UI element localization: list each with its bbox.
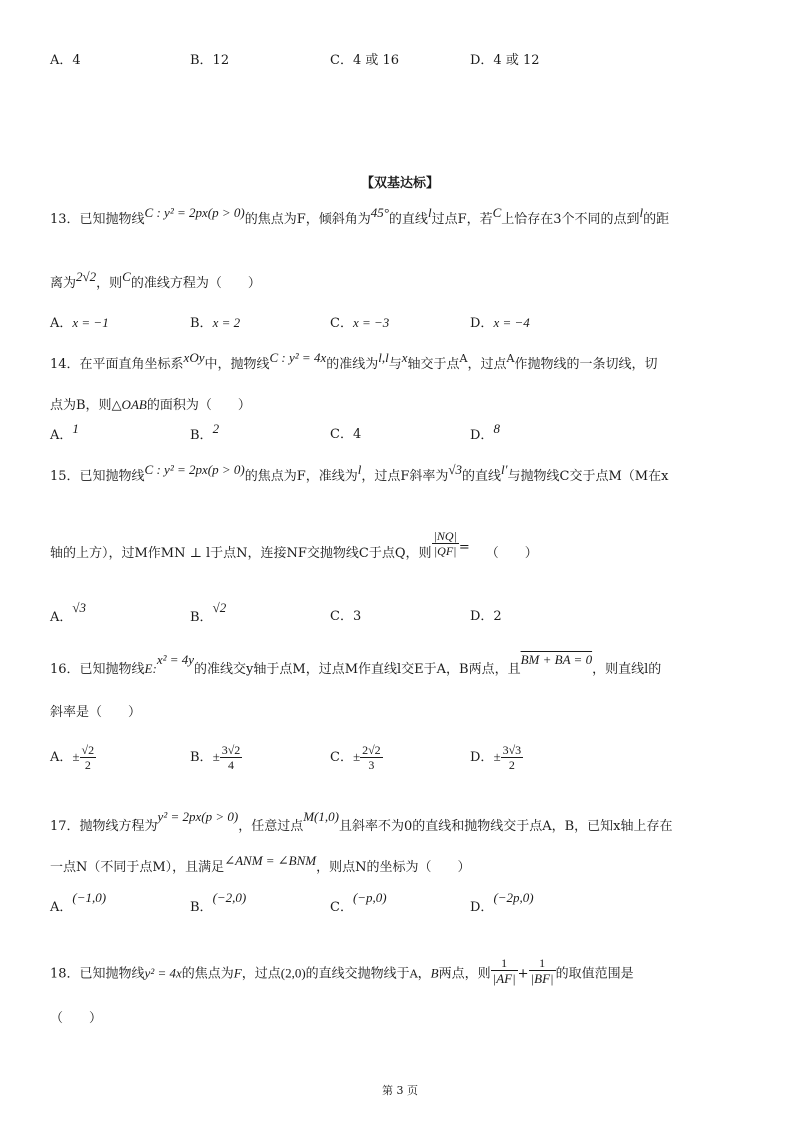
q13-option-b: B．x = 2 bbox=[190, 315, 241, 331]
option-a: A．4 bbox=[50, 53, 81, 68]
q13-option-a: A．x = −1 bbox=[50, 315, 109, 331]
q15-option-c: C．3 bbox=[330, 609, 362, 624]
option-c: C．4 或 16 bbox=[330, 53, 400, 68]
question-16-line-2: 斜率是（ ） bbox=[50, 705, 142, 720]
question-16-line-1: 16．已知抛物线E:x² = 4y的准线交y轴于点M，过点M作直线l交E于A，B两点，且BM + BA = 0，则直线l的 bbox=[50, 652, 662, 677]
q14-option-a: A．1 bbox=[50, 421, 79, 443]
q17-option-d: D．(−2p,0) bbox=[470, 890, 534, 915]
q13-option-c: C．x = −3 bbox=[330, 315, 390, 331]
q17-option-a: A．(−1,0) bbox=[50, 890, 107, 915]
question-15-line-1: 15．已知抛物线C : y² = 2px(p > 0)的焦点为F，准线为l，过点F斜率为√3的直线l′与抛物线C交于点M（M在x bbox=[50, 462, 669, 484]
q13-option-d: D．x = −4 bbox=[470, 315, 530, 331]
q16-option-a: A．± $\frac{√2}{2}$ bbox=[50, 743, 95, 772]
question-13-line-1: 13．已知抛物线C : y² = 2px(p > 0)的焦点为F，倾斜角为45°的直线l过点F，若C上恰存在3个不同的点到l的距 bbox=[50, 205, 670, 227]
question-17-line-1: 17．抛物线方程为y² = 2px(p > 0)，任意过点M(1,0)且斜率不为0的直线和抛物线交于点A，B，已知x轴上存在 bbox=[50, 809, 673, 834]
q14-option-d: D．8 bbox=[470, 421, 500, 443]
question-15-line-2: 轴的上方），过M作MN ⊥ l于点N，连接NF交抛物线C于点Q，则 $\frac{|NQ|}{|QF|}$ = （ ） bbox=[50, 529, 538, 561]
q16-option-b: B．± $\frac{3√2}{4}$ bbox=[190, 743, 241, 772]
question-18-line-1: 18．已知抛物线y² = 4x的焦点为F，过点(2,0)的直线交抛物线于A，B两点，则 $\frac{1}{|AF|}$ + $\frac{1}{|BF|}$ 的取值范围是 bbox=[50, 956, 634, 986]
option-d: D．4 或 12 bbox=[470, 53, 540, 68]
page-footer: 第 3 页 bbox=[382, 1084, 418, 1097]
question-13-line-2: 离为2√2，则C的准线方程为（ ） bbox=[50, 269, 261, 291]
q14-option-b: B．2 bbox=[190, 421, 220, 443]
question-17-line-2: 一点N（不同于点M），且满足∠ANM = ∠BNM，则点N的坐标为（ ） bbox=[50, 853, 471, 875]
q16-option-d: D．± $\frac{3√3}{2}$ bbox=[470, 743, 522, 772]
q17-option-b: B．(−2,0) bbox=[190, 890, 247, 915]
question-14-line-2: 点为B，则△OAB的面积为（ ） bbox=[50, 397, 251, 413]
q17-option-c: C．(−p,0) bbox=[330, 890, 387, 915]
section-title: 【双基达标】 bbox=[360, 176, 439, 191]
q15-option-b: B．√2 bbox=[190, 600, 227, 625]
q16-option-c: C．± $\frac{2√2}{3}$ bbox=[330, 743, 381, 772]
q15-option-d: D．2 bbox=[470, 609, 502, 624]
question-18-line-2: （ ） bbox=[50, 1011, 103, 1026]
q15-option-a: A．√3 bbox=[50, 600, 87, 625]
q14-option-c: C．4 bbox=[330, 427, 362, 442]
question-14-line-1: 14．在平面直角坐标系xOy中，抛物线C : y² = 4x的准线为l,l与x轴交于点$^A$，过点$^A$作抛物线的一条切线，切 bbox=[50, 350, 658, 372]
fraction-nq-qf: $\frac{|NQ|}{|QF|}$ bbox=[433, 529, 457, 558]
option-b: B．12 bbox=[190, 53, 230, 68]
